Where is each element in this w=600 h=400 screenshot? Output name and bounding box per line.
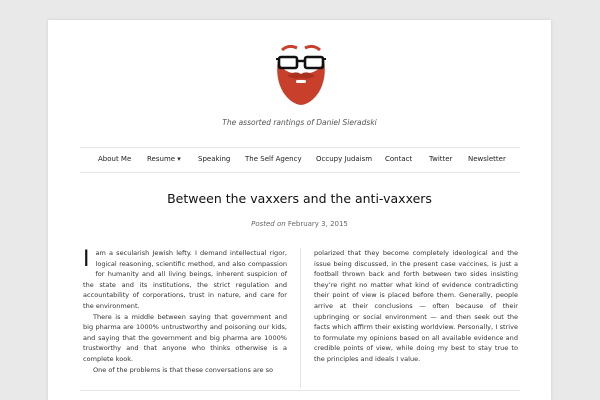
post-meta [48,220,551,228]
nav-item-about-me[interactable]: About Me [98,155,132,163]
post-paragraph-2: There is a middle between saying that government and big pharma are 1000% untrustworthy and poisoning our kids, and saying that the government and big pharma are 1000% trustworthy and that anyone who thinks otherwise is a complete kook. [83,312,287,363]
post-paragraph-continued: polarized that they become completely ideological and the issue being discussed, in the present case vaccines, is just a football thrown back and forth between two sides insisting they’re right no matter what kind of evidence contradicting their point of view is placed before them. Generally, people arrive at their conclusions — often because of their upbringing or social environment — and then seek out the facts which affirm their existing worldview. Personally, I strive to formulate my opinions based on all available evidence and credible points of view, while doing my best to stay true to the principles and ideals I value. [314,249,518,363]
page [48,20,551,400]
site-logo-avatar[interactable] [275,44,327,106]
nav-item-self-agency[interactable]: The Self Agency [245,155,302,163]
site-tagline: The assorted rantings of Daniel Sieradski [222,118,377,127]
bottom-divider [80,390,520,391]
nav-item-contact[interactable]: Contact [385,155,413,163]
post-date[interactable]: February 3, 2015 [287,220,348,228]
post-paragraph-1 [83,248,287,312]
dropcap: I [83,247,90,272]
eyebrow-left [282,46,297,50]
post-paragraph-3: One of the problems is that these conversations are so [93,365,274,374]
glasses-right-lens [305,57,323,68]
post-content-right-column [314,248,518,365]
post-title[interactable]: Between the vaxxers and the anti-vaxxers [167,191,432,206]
column-divider [300,248,301,388]
main-nav [80,147,520,173]
nav-item-resume[interactable]: Resume ▾ [147,155,181,163]
glasses-left-lens [279,57,297,68]
mouth [296,80,306,83]
nav-item-twitter[interactable]: Twitter [429,155,453,163]
eyebrow-right [305,46,320,50]
nav-item-speaking[interactable]: Speaking [198,155,231,163]
post-paragraph-1-text: am a secularish Jewish lefty. I demand intellectual rigor, logical reasoning, scientific method, and also compassion for humanity and all living beings, inherent suspicion of the state and its institutions, the strict regulation and accountability of corporations, trust in nature, and care for the environment. [83,249,287,310]
post-content-left-column [83,248,287,375]
posted-on-label: Posted on [251,220,286,228]
nav-item-occupy-judaism[interactable]: Occupy Judaism [316,155,373,163]
nav-item-newsletter[interactable]: Newsletter [468,155,506,163]
